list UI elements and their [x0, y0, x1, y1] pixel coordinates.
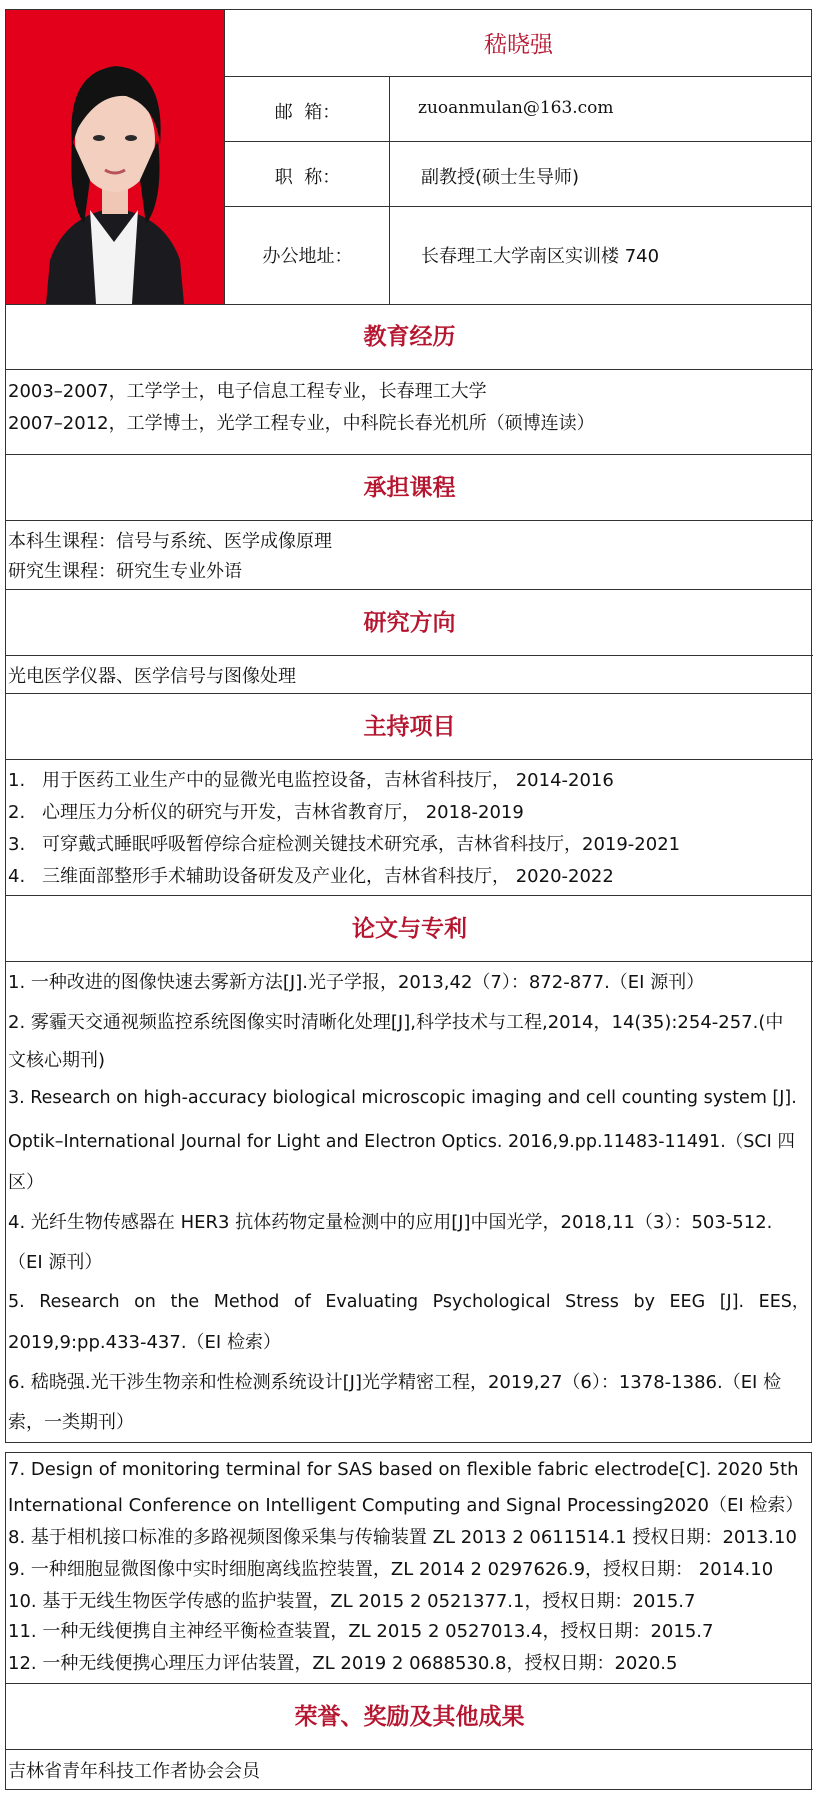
project-text: 可穿戴式睡眠呼吸暂停综合症检测关键技术研究承，吉林省科技厅，2019-2021 [42, 834, 681, 855]
portrait-image [6, 10, 224, 304]
projects-section [5, 693, 812, 896]
course-item: 本科生课程：信号与系统、医学成像原理 [8, 531, 332, 552]
research-section [5, 589, 812, 694]
paper-line: 6. 嵇晓强.光干涉生物亲和性检测系统设计[J]光学精密工程，2019,27（6）：1378-1386.（EI 检 [8, 1372, 782, 1393]
paper-line: 1. 一种改进的图像快速去雾新方法[J].光子学报，2013,42（7）：872-877.（EI 源刊） [8, 972, 705, 993]
research-heading: 研究方向 [6, 590, 813, 656]
paper-line: （EI 源刊） [8, 1252, 103, 1273]
education-section [5, 304, 812, 455]
courses-heading: 承担课程 [6, 455, 813, 521]
courses-section [5, 454, 812, 590]
paper-line: 10. 基于无线生物医学传感的监护装置，ZL 2015 2 0521377.1，授权日期：2015.7 [8, 1591, 696, 1612]
email-label: 邮 箱： [274, 102, 341, 123]
profile-block [5, 9, 812, 305]
course-item: 研究生课程：研究生专业外语 [8, 561, 242, 582]
papers-continued-section [5, 1452, 812, 1790]
profile-name: 嵇晓强 [484, 32, 553, 58]
paper-line: 2. 雾霾天交通视频监控系统图像实时清晰化处理[J],科学技术与工程,2014，14(35):254-257.(中 [8, 1012, 784, 1033]
paper-line: 12. 一种无线便携心理压力评估装置，ZL 2019 2 0688530.8，授权日期：2020.5 [8, 1653, 678, 1674]
paper-line: 5. Research on the Method of Evaluating Psychological Stress by EEG [J]. EES， [8, 1292, 810, 1312]
papers-section [5, 895, 812, 1443]
portrait-photo [6, 10, 224, 304]
papers-heading: 论文与专利 [6, 896, 813, 962]
education-item: 2003–2007，工学学士，电子信息工程专业，长春理工大学 [8, 381, 487, 402]
project-number: 1. [8, 770, 26, 791]
project-text: 用于医药工业生产中的显微光电监控设备，吉林省科技厅， 2014-2016 [42, 770, 614, 791]
email-value: zuoanmulan@163.com [418, 98, 614, 118]
paper-line: 3. Research on high-accuracy biological microscopic imaging and cell counting system [J]. [8, 1088, 797, 1108]
project-text: 三维面部整形手术辅助设备研发及产业化，吉林省科技厅， 2020-2022 [42, 866, 614, 887]
honor-item: 吉林省青年科技工作者协会会员 [8, 1761, 260, 1782]
projects-heading: 主持项目 [6, 694, 813, 760]
paper-line: 8. 基于相机接口标准的多路视频图像采集与传输装置 ZL 2013 2 0611514.1 授权日期：2013.10 [8, 1527, 797, 1548]
education-item: 2007–2012，工学博士，光学工程专业，中科院长春光机所（硕博连读） [8, 413, 595, 434]
paper-line: 9. 一种细胞显微图像中实时细胞离线监控装置，ZL 2014 2 0297626.9，授权日期： 2014.10 [8, 1559, 774, 1580]
paper-line: 文核心期刊) [8, 1050, 106, 1071]
project-item [8, 798, 809, 824]
paper-line: Optik–International Journal for Light and Electron Optics. 2016,9.pp.11483-11491.（SCI 四 [8, 1132, 795, 1152]
title-value: 副教授(硕士生导师) [421, 167, 580, 188]
education-heading: 教育经历 [6, 305, 813, 370]
paper-line: International Conference on Intelligent Computing and Signal Processing2020（EI 检索） [8, 1495, 804, 1516]
project-item [8, 830, 809, 856]
project-text: 心理压力分析仪的研究与开发，吉林省教育厅， 2018-2019 [42, 802, 524, 823]
paper-line: 11. 一种无线便携自主神经平衡检查装置，ZL 2015 2 0527013.4，授权日期：2015.7 [8, 1621, 714, 1642]
project-number: 4. [8, 866, 26, 887]
paper-line: 索，一类期刊） [8, 1412, 134, 1433]
paper-line: 7. Design of monitoring terminal for SAS based on flexible fabric electrode[C]. 2020 5th [8, 1459, 799, 1480]
project-item [8, 862, 809, 888]
honors-heading: 荣誉、奖励及其他成果 [6, 1684, 813, 1750]
office-label: 办公地址： [262, 246, 353, 267]
paper-line: 区） [8, 1172, 44, 1193]
paper-line: 4. 光纤生物传感器在 HER3 抗体药物定量检测中的应用[J]中国光学，2018,11（3）：503-512. [8, 1212, 773, 1233]
project-number: 3. [8, 834, 26, 855]
office-value: 长春理工大学南区实训楼 740 [421, 246, 660, 267]
project-number: 2. [8, 802, 26, 823]
research-item: 光电医学仪器、医学信号与图像处理 [8, 666, 296, 687]
paper-line: 2019,9:pp.433-437.（EI 检索） [8, 1332, 281, 1353]
title-label: 职 称： [274, 167, 341, 188]
project-item [8, 766, 809, 792]
